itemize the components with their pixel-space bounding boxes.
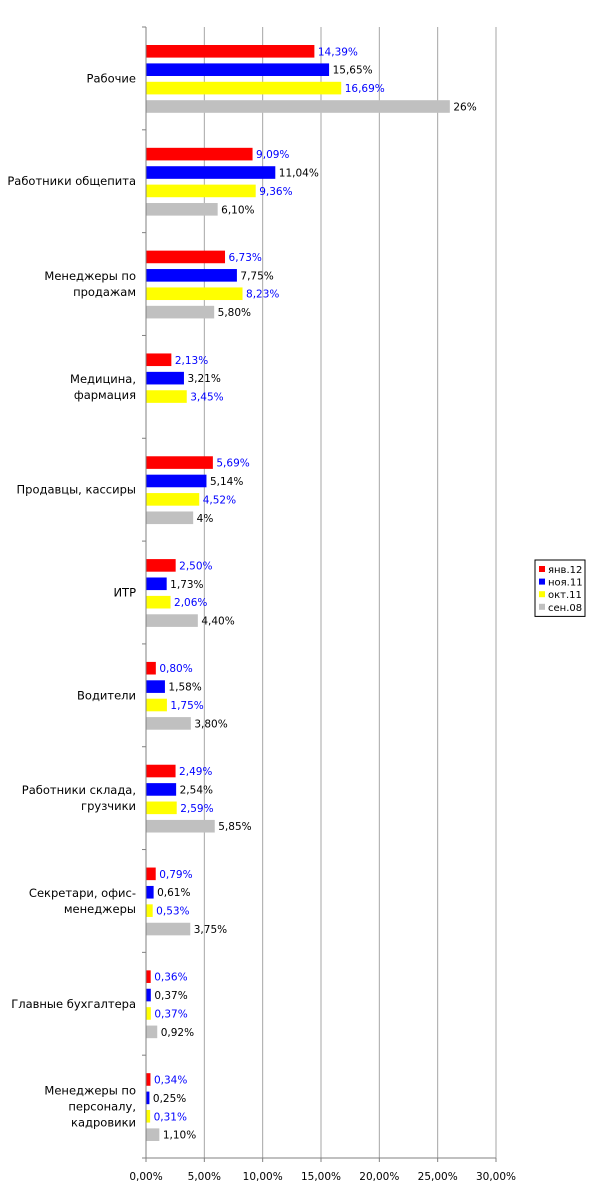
category-label [17, 483, 136, 497]
category-label-line: Главные бухгалтера [11, 996, 136, 1011]
legend-label: янв.12 [548, 565, 583, 576]
data-label: 5,80% [217, 307, 252, 320]
bar-окт.11 [147, 699, 167, 712]
x-tick-label: 25,00% [417, 1171, 458, 1183]
data-label: 4% [196, 512, 214, 525]
data-label: 3,80% [194, 718, 228, 731]
x-tick-label: 0,00% [129, 1171, 163, 1183]
data-label: 2,54% [179, 784, 213, 797]
category-label [77, 688, 136, 702]
bar-янв.12 [147, 251, 226, 264]
data-label: 1,58% [168, 681, 202, 694]
bar-окт.11 [147, 493, 200, 506]
data-label: 5,69% [216, 457, 250, 470]
x-tick-label: 20,00% [359, 1171, 400, 1183]
category-label-line: Работники склада, [21, 783, 136, 798]
data-label: 0,79% [159, 868, 193, 881]
bar-янв.12 [147, 1073, 151, 1086]
data-label: 3,21% [187, 373, 221, 386]
bar-сен.08 [147, 203, 218, 216]
x-tick-label: 5,00% [187, 1171, 222, 1183]
data-label: 1,73% [170, 578, 204, 591]
bar-окт.11 [147, 185, 256, 198]
bar-янв.12 [147, 353, 172, 366]
legend-swatch [539, 566, 545, 572]
bar-ноя.11 [147, 166, 276, 179]
bar-сен.08 [147, 820, 215, 833]
bar-окт.11 [147, 390, 187, 403]
data-label: 9,09% [256, 149, 290, 162]
category-label [113, 586, 136, 600]
data-label: 8,23% [246, 288, 280, 301]
data-label: 14,39% [317, 46, 358, 59]
bar-янв.12 [147, 148, 253, 161]
legend-swatch [539, 591, 545, 597]
bar-сен.08 [147, 1128, 160, 1141]
bar-сен.08 [147, 1026, 158, 1039]
data-label: 2,13% [174, 354, 209, 367]
data-label: 3,75% [193, 924, 228, 937]
category-label [22, 783, 136, 813]
bar-ноя.11 [147, 783, 177, 796]
bar-окт.11 [147, 904, 153, 917]
legend-label: окт.11 [548, 590, 582, 602]
legend-swatch [539, 604, 545, 610]
category-label [87, 71, 136, 85]
data-label: 1,10% [162, 1129, 197, 1142]
data-label: 15,65% [332, 64, 373, 77]
category-label-line: Менеджеры по [44, 269, 136, 284]
category-label-line: Рабочие [86, 71, 136, 86]
legend-label: ноя.11 [548, 577, 583, 589]
data-label: 5,85% [218, 821, 252, 834]
bar-сен.08 [147, 306, 215, 319]
bar-янв.12 [147, 456, 213, 469]
data-label: 0,25% [152, 1092, 187, 1105]
data-label: 0,34% [153, 1074, 188, 1087]
category-label-line: Медицина, [70, 371, 136, 386]
bar-янв.12 [147, 662, 156, 675]
legend-label: сен.08 [548, 602, 583, 614]
category-label-line: фармация [73, 387, 136, 402]
category-label-line: кадровики [71, 1115, 136, 1130]
data-label: 2,59% [180, 802, 214, 815]
category-label-line: Водители [77, 688, 136, 703]
data-label: 0,53% [156, 905, 190, 918]
data-label: 4,52% [202, 494, 237, 507]
category-label-line: ИТР [113, 585, 136, 600]
data-label: 0,92% [160, 1026, 195, 1039]
data-label: 3,45% [190, 391, 224, 404]
category-label [7, 174, 136, 188]
bar-окт.11 [147, 1110, 151, 1123]
data-label: 11,04% [278, 167, 319, 180]
category-label-line: Продавцы, кассиры [16, 482, 136, 497]
data-label: 0,61% [157, 887, 191, 900]
category-label [29, 886, 136, 916]
bar-ноя.11 [147, 1092, 150, 1105]
category-label-line: Менеджеры по [44, 1083, 136, 1098]
data-label: 26% [453, 101, 477, 114]
bar-янв.12 [147, 868, 156, 881]
data-label: 1,75% [170, 700, 204, 713]
data-label: 4,40% [201, 615, 235, 628]
bar-янв.12 [147, 45, 315, 58]
bar-янв.12 [147, 970, 151, 983]
data-label: 0,36% [154, 971, 188, 984]
bar-окт.11 [147, 802, 177, 815]
bar-ноя.11 [147, 989, 151, 1002]
x-tick-label: 15,00% [300, 1171, 342, 1183]
data-label: 0,31% [153, 1111, 187, 1124]
x-tick-label: 10,00% [242, 1171, 283, 1183]
category-label-line: Работники общепита [7, 174, 136, 189]
data-label: 9,36% [259, 185, 293, 198]
bar-янв.12 [147, 559, 176, 572]
category-label-line: грузчики [81, 799, 136, 814]
data-label: 16,69% [344, 83, 385, 96]
data-label: 5,14% [209, 475, 244, 488]
bar-ноя.11 [147, 886, 154, 899]
bar-ноя.11 [147, 372, 184, 385]
legend-swatch [539, 579, 545, 585]
category-label-line: Секретари, офис- [28, 885, 136, 900]
bar-ноя.11 [147, 577, 167, 590]
bar-сен.08 [147, 614, 198, 627]
bar-сен.08 [147, 717, 191, 730]
category-label [44, 1084, 136, 1130]
bar-окт.11 [147, 287, 243, 300]
category-label [70, 372, 136, 402]
data-label: 6,73% [228, 251, 262, 264]
bar-окт.11 [147, 82, 342, 95]
data-label: 2,49% [179, 766, 213, 779]
bar-ноя.11 [147, 475, 207, 488]
category-label-line: менеджеры [63, 901, 136, 916]
bar-сен.08 [147, 511, 194, 524]
data-label: 0,37% [154, 990, 188, 1003]
category-label [44, 269, 136, 299]
category-label-line: персоналу, [68, 1099, 136, 1114]
data-label: 2,06% [174, 597, 208, 610]
bar-сен.08 [147, 923, 191, 936]
bar-ноя.11 [147, 269, 237, 282]
bar-янв.12 [147, 765, 176, 778]
data-label: 6,10% [221, 204, 255, 217]
category-label-line: продажам [73, 285, 136, 300]
data-label: 0,80% [159, 663, 193, 676]
data-label: 7,75% [240, 270, 274, 283]
bar-ноя.11 [147, 680, 165, 693]
data-label: 0,37% [154, 1008, 188, 1021]
x-tick-label: 30,00% [475, 1171, 517, 1183]
data-label: 2,50% [179, 560, 213, 573]
bar-окт.11 [147, 1007, 151, 1020]
category-label [11, 997, 136, 1011]
bar-окт.11 [147, 596, 171, 609]
bar-ноя.11 [147, 63, 330, 76]
bar-сен.08 [147, 100, 450, 113]
